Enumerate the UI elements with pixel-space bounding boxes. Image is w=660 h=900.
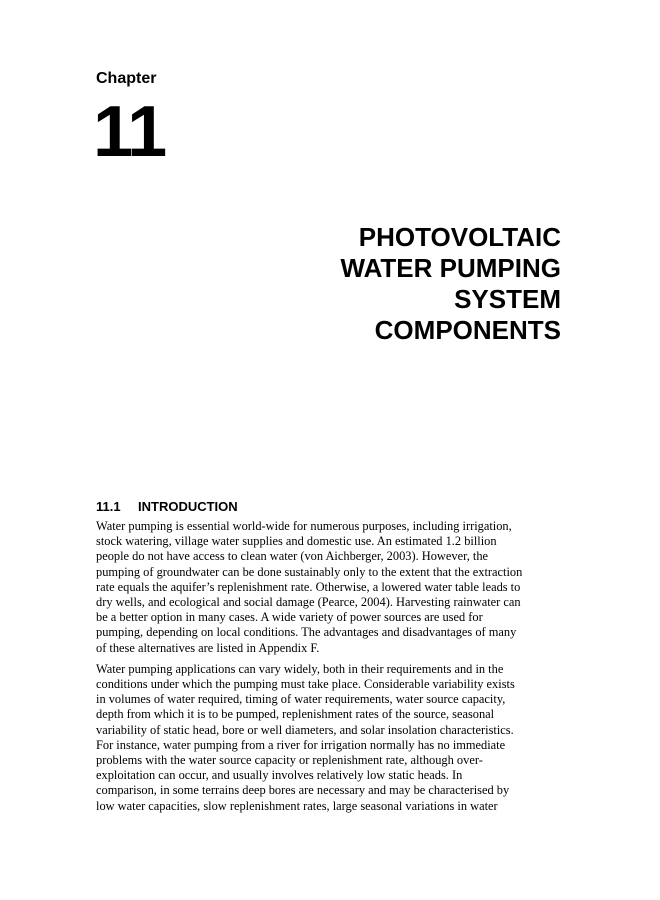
text-line: rate equals the aquifer’s replenishment rate. Otherwise, a lowered water table leads to (96, 579, 521, 594)
text-line: problems with the water source capacity or replenishment rate, although over- (96, 753, 483, 768)
text-line: of these alternatives are listed in Appendix F. (96, 640, 320, 655)
chapter-title-line: PHOTOVOLTAIC (358, 222, 561, 252)
text-line: For instance, water pumping from a river for irrigation normally has no immediate (96, 737, 506, 752)
text-line: low water capacities, slow replenishment rates, large seasonal variations in water (96, 798, 498, 813)
text-line: people do not have access to clean water (von Aichberger, 2003). However, the (96, 549, 489, 564)
chapter-title-line: WATER PUMPING (340, 253, 561, 283)
text-line: comparison, in some terrains deep bores are necessary and may be characterised by (96, 783, 510, 798)
text-line: pumping, depending on local conditions. The advantages and disadvantages of many (96, 625, 517, 640)
chapter-label: Chapter (96, 70, 157, 87)
chapter-title-line: SYSTEM (454, 284, 561, 314)
text-line: exploitation can occur, and usually involves relatively low static heads. In (96, 768, 463, 783)
chapter-title-line: COMPONENTS (374, 315, 561, 345)
paragraph (96, 519, 562, 656)
body-text (96, 519, 562, 820)
section-title: INTRODUCTION (138, 499, 238, 514)
text-line: conditions under which the pumping must take place. Considerable variability exists (96, 677, 515, 692)
chapter-title (241, 222, 561, 346)
paragraph (96, 662, 562, 814)
text-line: be a better option in many cases. A wide variety of power sources are used for (96, 610, 483, 625)
section-heading (96, 499, 238, 515)
text-line: variability of static head, bore or well diameters, and solar insolation characteristics. (96, 722, 514, 737)
text-line: Water pumping applications can vary widely, both in their requirements and in the (96, 661, 504, 676)
text-line: pumping of groundwater can be done sustainably only to the extent that the extraction (96, 564, 523, 579)
text-line: in volumes of water required, timing of water requirements, water source capacity, (96, 692, 506, 707)
text-line: dry wells, and ecological and social damage (Pearce, 2004). Harvesting rainwater can (96, 595, 521, 610)
section-number: 11.1 (96, 499, 121, 514)
text-line: stock watering, village water supplies and domestic use. An estimated 1.2 billion (96, 534, 497, 549)
text-line: Water pumping is essential world-wide for numerous purposes, including irrigation, (96, 519, 512, 533)
text-line: depth from which it is to be pumped, replenishment rates of the source, seasonal (96, 707, 495, 722)
chapter-number: 11 (93, 92, 166, 172)
